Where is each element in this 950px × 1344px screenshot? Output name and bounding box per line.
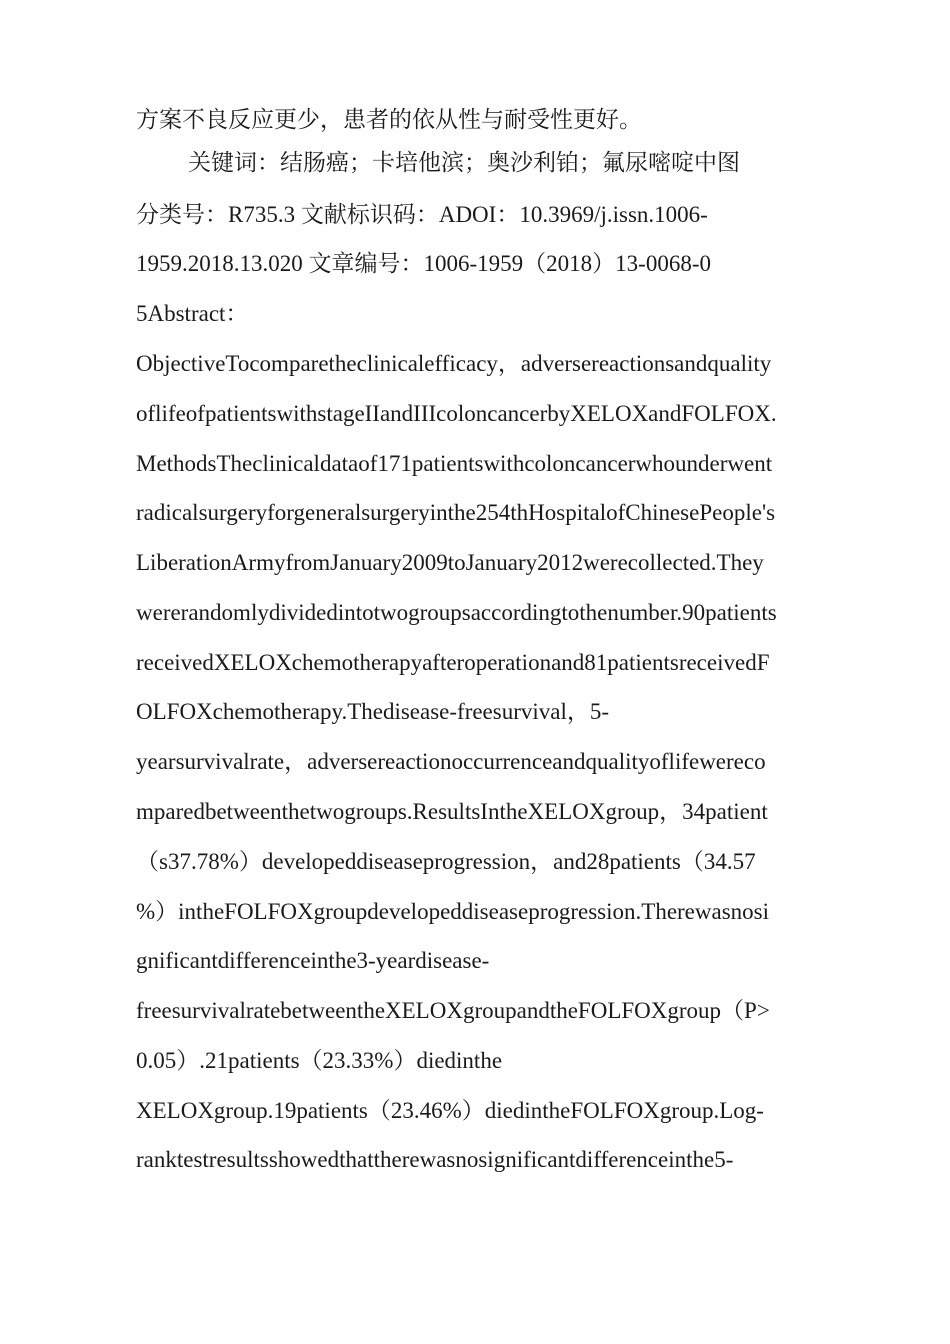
text-line: 方案不良反应更少，患者的依从性与耐受性更好。 bbox=[136, 107, 642, 132]
text-line: XELOXgroup.19patients（23.46%）diedintheFOLFOXgroup.Log- bbox=[136, 1098, 764, 1123]
text-line: radicalsurgeryforgeneralsurgeryinthe254thHospitalofChinesePeople's bbox=[136, 500, 776, 525]
text-line: freesurvivalratebetweentheXELOXgroupandtheFOLFOXgroup（P> bbox=[136, 998, 770, 1023]
abstract-heading: 5Abstract： bbox=[136, 301, 249, 326]
text-line: gnificantdifferenceinthe3-yeardisease- bbox=[136, 948, 490, 973]
text-line: yearsurvivalrate，adversereactionoccurrenceandqualityoflifewereco bbox=[136, 749, 766, 774]
text-line: 分类号：R735.3 文献标识码：ADOI：10.3969/j.issn.1006- bbox=[136, 202, 708, 227]
text-line: oflifeofpatientswithstageIIandIIIcoloncancerbyXELOXandFOLFOX. bbox=[136, 401, 777, 426]
text-line: OLFOXchemotherapy.Thedisease-freesurvival，5- bbox=[136, 699, 610, 724]
text-line: %）intheFOLFOXgroupdevelopeddiseaseprogression.Therewasnosi bbox=[136, 899, 770, 924]
text-line: ObjectiveTocomparetheclinicalefficacy，adversereactionsandquality bbox=[136, 351, 772, 376]
keywords-line: 关键词：结肠癌；卡培他滨；奥沙利铂；氟尿嘧啶中图 bbox=[188, 150, 740, 175]
text-line: 0.05）.21patients（23.33%）diedinthe bbox=[136, 1048, 503, 1073]
text-line: （s37.78%）developeddiseaseprogression，and28patients（34.57 bbox=[136, 849, 756, 874]
text-line: MethodsTheclinicaldataof171patientswithcoloncancerwhounderwent bbox=[136, 451, 773, 476]
text-line: ranktestresultsshowedthattherewasnosignificantdifferenceinthe5- bbox=[136, 1147, 734, 1172]
text-line: 1959.2018.13.020 文章编号：1006-1959（2018）13-0068-0 bbox=[136, 251, 711, 276]
text-line: LiberationArmyfromJanuary2009toJanuary2012werecollected.They bbox=[136, 550, 764, 575]
text-line: receivedXELOXchemotherapyafteroperationand81patientsreceivedF bbox=[136, 650, 770, 675]
text-line: wererandomlydividedintotwogroupsaccordingtothenumber.90patients bbox=[136, 600, 777, 625]
text-line: mparedbetweenthetwogroups.ResultsIntheXELOXgroup，34patient bbox=[136, 799, 768, 824]
